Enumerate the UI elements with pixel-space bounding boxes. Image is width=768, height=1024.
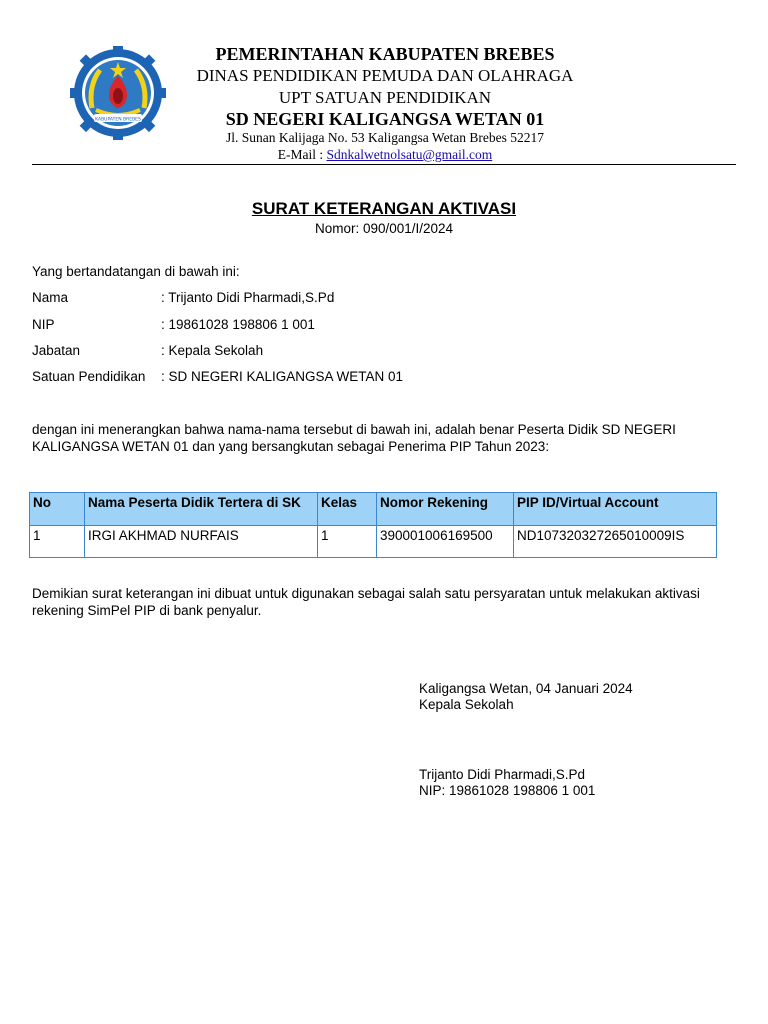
signature-name: Trijanto Didi Pharmadi,S.Pd (419, 767, 586, 782)
document-number: Nomor: 090/001/I/2024 (314, 221, 454, 236)
letterhead-divider (32, 164, 736, 165)
header-pip-id: PIP ID/Virtual Account (514, 493, 717, 526)
field-value-jabatan: : Kepala Sekolah (161, 343, 264, 358)
header-account-number: Nomor Rekening (377, 493, 514, 526)
cell-no: 1 (30, 526, 85, 558)
cell-pip-id: ND107320327265010009IS (514, 526, 717, 558)
field-label-nip: NIP (32, 317, 55, 332)
letterhead-email-line (170, 147, 600, 163)
regency-emblem-logo (66, 46, 170, 140)
field-value-satuan: : SD NEGERI KALIGANGSA WETAN 01 (161, 369, 404, 384)
cell-class: 1 (318, 526, 377, 558)
cell-account-number: 390001006169500 (377, 526, 514, 558)
header-class: Kelas (318, 493, 377, 526)
cell-student-name: IRGI AKHMAD NURFAIS (85, 526, 318, 558)
field-label-nama: Nama (32, 290, 69, 305)
field-value-nama: : Trijanto Didi Pharmadi,S.Pd (161, 290, 335, 305)
intro-text: Yang bertandatangan di bawah ini: (32, 264, 240, 279)
logo-banner-text: KABUPATEN BREBES (95, 117, 141, 123)
header-student-name: Nama Peserta Didik Tertera di SK (85, 493, 318, 526)
document-title: SURAT KETERANGAN AKTIVASI (251, 199, 517, 218)
letterhead-line-upt: UPT SATUAN PENDIDIKAN (278, 88, 492, 107)
signature-position: Kepala Sekolah (419, 697, 514, 712)
email-link[interactable]: Sdnkalwetnolsatu@gmail.com (326, 147, 493, 162)
email-label: E-Mail : (277, 147, 327, 162)
table-row (30, 526, 717, 558)
statement-paragraph: dengan ini menerangkan bahwa nama-nama tersebut di bawah ini, adalah benar Peserta Didik SD NEGERI KALIGANGSA WETAN 01 dan yang bersangkutan sebagai Penerima PIP Tahun 2023: (32, 422, 676, 454)
closing-paragraph: Demikian surat keterangan ini dibuat untuk digunakan sebagai salah satu persyaratan untuk melakukan aktivasi rekening SimPel PIP di bank penyalur. (32, 586, 700, 618)
field-value-nip: : 19861028 198806 1 001 (161, 317, 315, 332)
table-header-row (30, 493, 717, 526)
letterhead-line-school: SD NEGERI KALIGANGSA WETAN 01 (225, 109, 545, 129)
field-label-jabatan: Jabatan (32, 343, 81, 358)
letterhead-address: Jl. Sunan Kalijaga No. 53 Kaligangsa Wetan Brebes 52217 (225, 130, 545, 145)
signature-place-date: Kaligangsa Wetan, 04 Januari 2024 (419, 681, 633, 696)
letterhead-line-government: PEMERINTAHAN KABUPATEN BREBES (215, 44, 555, 64)
header-no: No (30, 493, 85, 526)
letterhead-line-department: DINAS PENDIDIKAN PEMUDA DAN OLAHRAGA (196, 66, 574, 85)
field-label-satuan: Satuan Pendidikan (32, 369, 146, 384)
recipient-table (29, 492, 717, 558)
signature-nip: NIP: 19861028 198806 1 001 (419, 783, 596, 798)
